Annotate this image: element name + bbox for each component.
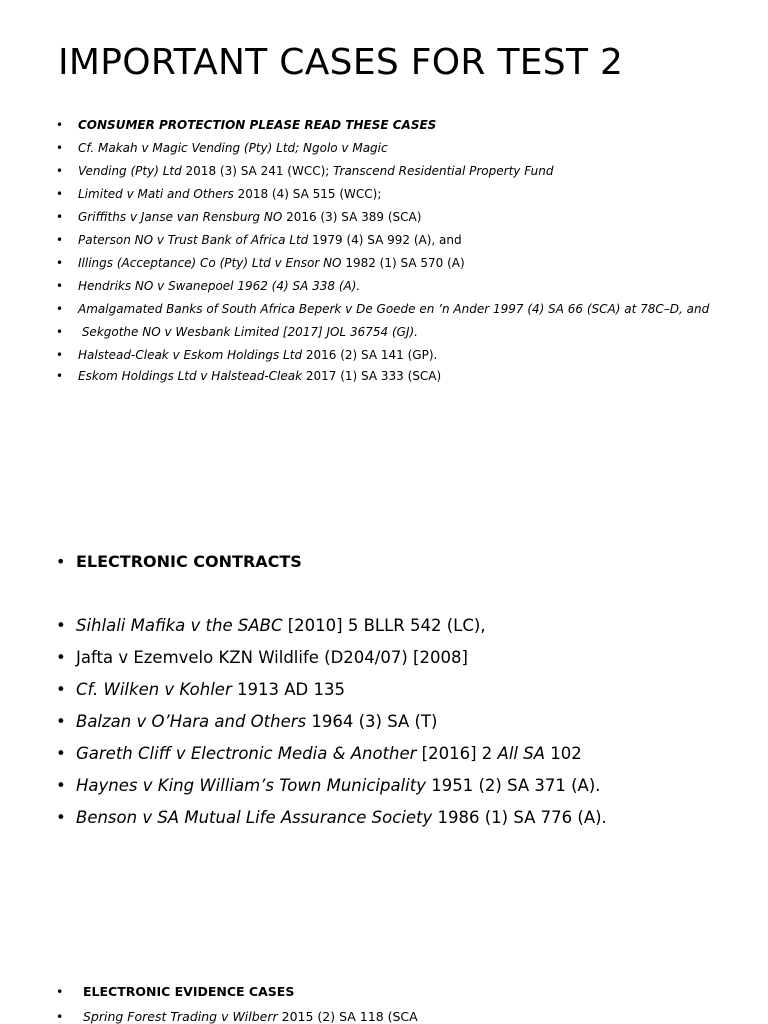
section-heading-electronic-contracts <box>56 552 302 571</box>
case-list-item <box>56 712 438 731</box>
case-list-item <box>56 279 360 293</box>
citation-text: Benson v SA Mutual Life Assurance Society <box>76 808 433 827</box>
citation-text: Vending (Pty) Ltd <box>78 164 182 178</box>
section-heading-text: ELECTRONIC EVIDENCE CASES <box>83 984 295 999</box>
citation-text: All SA <box>497 744 545 763</box>
bullet-icon: • <box>56 233 64 247</box>
citation-text: 1964 (3) SA (T) <box>306 712 438 731</box>
case-list-item <box>56 210 421 224</box>
citation-text: 2017 (1) SA 333 (SCA) <box>302 369 442 383</box>
citation-text: 2016 (2) SA 141 (GP). <box>302 348 438 362</box>
citation-text: Haynes v King William’s Town Municipality <box>76 776 426 795</box>
bullet-icon: • <box>56 256 64 270</box>
bullet-icon: • <box>56 616 66 635</box>
citation-text: Amalgamated Banks of South Africa Beperk v De Goede en ’n Ander 1997 (4) SA 66 (SCA) at 78C–D, and <box>78 302 710 316</box>
citation-text: Sekgothe NO v Wesbank Limited [2017] JOL 36754 (GJ). <box>78 325 418 339</box>
citation-text: Cf. Wilken v Kohler <box>76 680 232 699</box>
citation-text: 1913 AD 135 <box>231 680 345 699</box>
section-heading-text: CONSUMER PROTECTION PLEASE READ THESE CASES <box>78 118 437 132</box>
page-title: IMPORTANT CASES FOR TEST 2 <box>58 42 624 83</box>
case-list-item <box>56 325 418 339</box>
citation-text: Limited v Mati and Others <box>78 187 234 201</box>
citation-text: 102 <box>545 744 582 763</box>
case-list-item <box>56 302 709 316</box>
bullet-icon: • <box>56 984 64 999</box>
bullet-icon: • <box>56 776 66 795</box>
bullet-icon: • <box>56 712 66 731</box>
bullet-icon: • <box>56 552 66 571</box>
citation-text: Halstead-Cleak v Eskom Holdings Ltd <box>78 348 303 362</box>
bullet-icon: • <box>56 187 64 201</box>
bullet-icon: • <box>56 369 64 383</box>
citation-text: Hendriks NO v Swanepoel 1962 (4) SA 338 (A). <box>78 279 361 293</box>
case-list-item <box>56 256 465 270</box>
bullet-icon: • <box>56 1009 64 1024</box>
case-list-item <box>56 744 582 763</box>
bullet-icon: • <box>56 808 66 827</box>
bullet-icon: • <box>56 744 66 763</box>
case-list-item <box>56 1009 418 1024</box>
citation-text: Jafta v Ezemvelo KZN Wildlife (D204/07) [2008] <box>76 648 468 667</box>
bullet-icon: • <box>56 164 64 178</box>
citation-text: 1951 (2) SA 371 (A). <box>425 776 601 795</box>
case-list-item <box>56 141 388 155</box>
section-heading-consumer-protection <box>56 118 436 132</box>
citation-text: Cf. Makah v Magic Vending (Pty) Ltd; Ngolo v Magic <box>78 141 388 155</box>
citation-text: 2015 (2) SA 118 (SCA <box>277 1009 418 1024</box>
case-list-item <box>56 648 468 667</box>
citation-text: Transcend Residential Property Fund <box>333 164 554 178</box>
bullet-icon: • <box>56 302 64 316</box>
case-list-item <box>56 776 601 795</box>
section-heading-text: ELECTRONIC CONTRACTS <box>76 552 302 571</box>
bullet-icon: • <box>56 279 64 293</box>
bullet-icon: • <box>56 348 64 362</box>
case-list-item <box>56 164 553 178</box>
citation-text: Balzan v O’Hara and Others <box>76 712 307 731</box>
citation-text: 1982 (1) SA 570 (A) <box>341 256 465 270</box>
citation-text: [2016] 2 <box>416 744 498 763</box>
case-list-item <box>56 808 607 827</box>
case-list-item <box>56 348 437 362</box>
citation-text: 1986 (1) SA 776 (A). <box>432 808 607 827</box>
section-heading-electronic-evidence <box>56 984 294 999</box>
citation-text: 2018 (3) SA 241 (WCC); <box>181 164 334 178</box>
bullet-icon: • <box>56 648 66 667</box>
citation-text: 2016 (3) SA 389 (SCA) <box>282 210 422 224</box>
case-list-item <box>56 616 486 635</box>
case-list-item <box>56 680 345 699</box>
case-list-item <box>56 233 462 247</box>
citation-text: 2018 (4) SA 515 (WCC); <box>233 187 382 201</box>
bullet-icon: • <box>56 210 64 224</box>
case-list-item <box>56 187 381 201</box>
case-list-item <box>56 369 441 383</box>
citation-text: 1979 (4) SA 992 (A), and <box>308 233 462 247</box>
bullet-icon: • <box>56 325 64 339</box>
citation-text: Griffiths v Janse van Rensburg NO <box>78 210 283 224</box>
citation-text: Eskom Holdings Ltd v Halstead-Cleak <box>78 369 303 383</box>
citation-text: Paterson NO v Trust Bank of Africa Ltd <box>78 233 309 247</box>
bullet-icon: • <box>56 680 66 699</box>
bullet-icon: • <box>56 141 64 155</box>
citation-text: Gareth Cliff v Electronic Media & Another <box>76 744 417 763</box>
citation-text: Sihlali Mafika v the SABC <box>76 616 283 635</box>
bullet-icon: • <box>56 118 64 132</box>
citation-text: [2010] 5 BLLR 542 (LC), <box>282 616 486 635</box>
citation-text: Illings (Acceptance) Co (Pty) Ltd v Ensor NO <box>78 256 342 270</box>
citation-text: Spring Forest Trading v Wilberr <box>83 1009 278 1024</box>
